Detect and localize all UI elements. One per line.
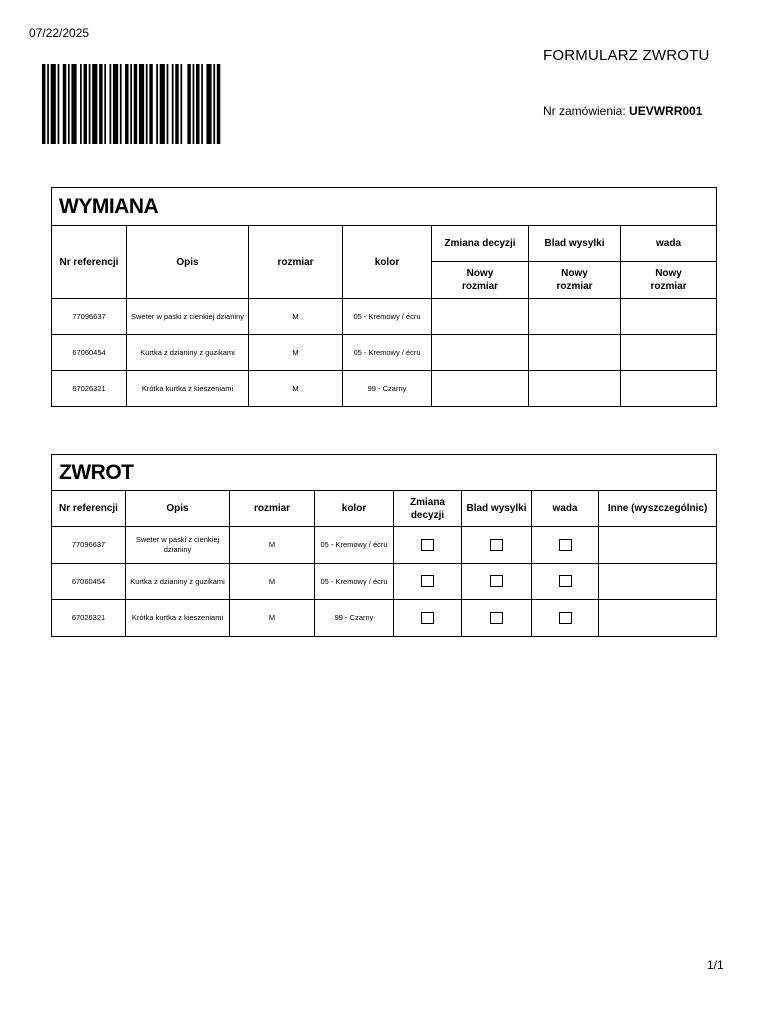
order-number-line: [543, 104, 702, 118]
cell-desc: Krótka kurtka z kieszeniami: [127, 371, 249, 407]
print-date: 07/22/2025: [29, 26, 90, 40]
col-header-defect: wada: [621, 226, 717, 262]
cell-ref: 67060454: [52, 335, 127, 371]
document-title: FORMULARZ ZWROTU: [543, 47, 710, 64]
col-header-shipping-error: Blad wysylki: [462, 491, 532, 527]
col-header-shipping-error: Blad wysylki: [529, 226, 621, 262]
cell-ref: 67060454: [52, 564, 126, 600]
change-of-mind-checkbox[interactable]: [421, 575, 434, 587]
cell-color: 99 - Czarny: [315, 600, 394, 637]
new-size-field-shipping-error[interactable]: [529, 335, 621, 371]
col-header-color: kolor: [343, 226, 432, 299]
col-header-desc: Opis: [127, 226, 249, 299]
table-row: [52, 600, 717, 637]
defect-checkbox[interactable]: [559, 612, 572, 624]
other-reason-field[interactable]: [599, 600, 717, 637]
order-number-value: UEVWRR001: [629, 104, 703, 118]
cell-size: M: [249, 299, 343, 335]
col-header-size: rozmiar: [249, 226, 343, 299]
cell-color: 05 - Kremowy / écru: [343, 299, 432, 335]
other-reason-field[interactable]: [599, 564, 717, 600]
cell-ref: 77096637: [52, 299, 127, 335]
cell-ref: 77096637: [52, 527, 126, 564]
new-size-field-defect[interactable]: [621, 299, 717, 335]
defect-checkbox[interactable]: [559, 539, 572, 551]
new-size-field-change-of-mind[interactable]: [432, 371, 529, 407]
cell-ref: 67026321: [52, 600, 126, 637]
table-row: [52, 527, 717, 564]
cell-size: M: [249, 335, 343, 371]
defect-checkbox-cell: [532, 564, 599, 600]
shipping-error-checkbox-cell: [462, 564, 532, 600]
col-header-defect: wada: [532, 491, 599, 527]
cell-color: 05 - Kremowy / écru: [315, 527, 394, 564]
col-header-change-of-mind: Zmiana decyzji: [432, 226, 529, 262]
change-of-mind-checkbox-cell: [394, 527, 462, 564]
new-size-field-shipping-error[interactable]: [529, 299, 621, 335]
col-header-color: kolor: [315, 491, 394, 527]
shipping-error-checkbox[interactable]: [490, 575, 503, 587]
change-of-mind-checkbox-cell: [394, 600, 462, 637]
table-row: [52, 335, 717, 371]
col-header-desc: Opis: [126, 491, 230, 527]
new-size-field-defect[interactable]: [621, 371, 717, 407]
return-section-title: ZWROT: [52, 455, 717, 491]
table-row: [52, 564, 717, 600]
defect-checkbox-cell: [532, 527, 599, 564]
defect-checkbox[interactable]: [559, 575, 572, 587]
new-size-field-change-of-mind[interactable]: [432, 335, 529, 371]
new-size-field-defect[interactable]: [621, 335, 717, 371]
cell-desc: Sweter w paski z cienkiej dzianiny: [127, 299, 249, 335]
col-header-ref: Nr referencji: [52, 491, 126, 527]
cell-size: M: [249, 371, 343, 407]
col-header-new-size: Nowy rozmiar: [432, 262, 529, 299]
col-header-ref: Nr referencji: [52, 226, 127, 299]
exchange-section-title: WYMIANA: [52, 188, 717, 226]
new-size-field-shipping-error[interactable]: [529, 371, 621, 407]
cell-size: M: [230, 564, 315, 600]
cell-color: 05 - Kremowy / écru: [343, 335, 432, 371]
change-of-mind-checkbox[interactable]: [421, 612, 434, 624]
cell-color: 99 - Czarny: [343, 371, 432, 407]
shipping-error-checkbox-cell: [462, 600, 532, 637]
shipping-error-checkbox-cell: [462, 527, 532, 564]
col-header-new-size: Nowy rozmiar: [621, 262, 717, 299]
cell-desc: Kurtka z dzianiny z guzikami: [127, 335, 249, 371]
cell-desc: Sweter w paski z cienkiej dzianiny: [126, 527, 230, 564]
cell-ref: 67026321: [52, 371, 127, 407]
exchange-table: [51, 187, 717, 407]
col-header-change-of-mind: Zmiana decyzji: [394, 491, 462, 527]
cell-color: 05 - Kremowy / écru: [315, 564, 394, 600]
shipping-error-checkbox[interactable]: [490, 539, 503, 551]
cell-size: M: [230, 527, 315, 564]
change-of-mind-checkbox[interactable]: [421, 539, 434, 551]
order-number-label: Nr zamówienia:: [543, 104, 626, 118]
cell-desc: Kurtka z dzianiny z guzikami: [126, 564, 230, 600]
cell-desc: Krótka kurtka z kieszeniami: [126, 600, 230, 637]
page-number: 1/1: [707, 958, 724, 972]
col-header-new-size: Nowy rozmiar: [529, 262, 621, 299]
change-of-mind-checkbox-cell: [394, 564, 462, 600]
barcode: [42, 64, 222, 144]
table-row: [52, 371, 717, 407]
defect-checkbox-cell: [532, 600, 599, 637]
new-size-field-change-of-mind[interactable]: [432, 299, 529, 335]
cell-size: M: [230, 600, 315, 637]
col-header-size: rozmiar: [230, 491, 315, 527]
table-row: [52, 299, 717, 335]
col-header-other: Inne (wyszczególnic): [599, 491, 717, 527]
shipping-error-checkbox[interactable]: [490, 612, 503, 624]
other-reason-field[interactable]: [599, 527, 717, 564]
return-table: [51, 454, 717, 637]
